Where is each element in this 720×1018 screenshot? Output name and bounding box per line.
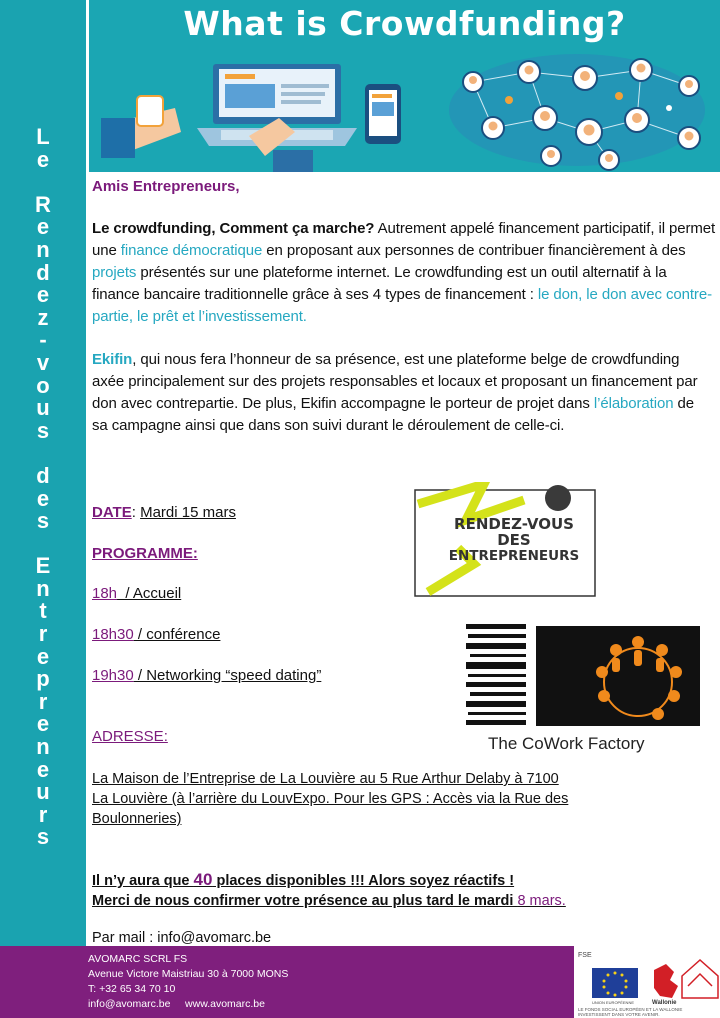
sidebar-letter: E [35, 553, 51, 579]
wallonie-label: Wallonie [652, 1000, 677, 1006]
date-value: Mardi 15 mars [140, 504, 236, 521]
intro-text-a: Autrement appelé financement participatif, il permet une [92, 220, 716, 259]
sidebar-vertical-title [0, 126, 86, 849]
fse-tagline: LE FONDS SOCIAL EUROPÉEN ET LA WALLONIE INVESTISSENT DANS VOTRE AVENIR. [578, 1007, 683, 1017]
wallonie-rooster-icon [654, 964, 678, 998]
programme-item [92, 585, 181, 602]
ekifin-text-a: , qui nous fera l’honneur de sa présence, est une plateforme belge de crowdfunding axée principalement sur des projets responsables et locaux et proposant un financement par don avec contrepartie. De plus, Ekifin accompagne le porteur de projet dans [92, 351, 698, 412]
footer-website-link[interactable]: www.avomarc.be [185, 998, 265, 1010]
header-banner [89, 0, 720, 172]
footer-email-link[interactable]: info@avomarc.be [88, 998, 171, 1010]
sidebar-letter: u [36, 779, 50, 805]
sidebar-letter: e [36, 643, 50, 669]
footer-company: AVOMARC SCRL FS [88, 953, 188, 965]
sidebar-letter: n [36, 236, 50, 262]
intro-lead: Le crowdfunding, Comment ça marche? [92, 220, 375, 237]
cowork-text: The CoWork Factory [488, 734, 645, 753]
eu-label: UNION EUROPÉENNE [592, 1000, 635, 1005]
phone-icon [365, 84, 401, 144]
programme-item [92, 626, 220, 643]
banner-title: What is Crowdfunding? [183, 4, 626, 43]
sidebar-letter: e [36, 756, 50, 782]
sidebar-letter: p [36, 666, 50, 692]
address-line: La Maison de l’Entreprise de La Louvière au 5 Rue Arthur Delaby à 7100 [92, 771, 559, 787]
sidebar-letter: o [36, 372, 50, 398]
funding-logos [574, 946, 720, 1018]
rdv-line1: RENDEZ-VOUS [454, 515, 574, 533]
capacity-notice: Il n’y aura que 40 places disponibles !!! Alors soyez réactifs ! Merci de nous confirmer votre présence au plus tard le mardi 8 mars. [92, 870, 566, 909]
sidebar-letter: e [36, 146, 50, 172]
sidebar-letter: e [36, 711, 50, 737]
ekifin-text-b: de sa campagne ainsi que dans son suivi durant le déroulement de celle-ci. [92, 395, 695, 434]
sidebar-letter: r [38, 621, 48, 647]
people-network-icon [449, 54, 705, 170]
sidebar-letter: e [36, 282, 50, 308]
footer-phone: T: +32 65 34 70 10 [88, 983, 176, 995]
ekifin-highlight: l’élaboration [593, 395, 674, 412]
sidebar-letter: s [36, 824, 50, 850]
rdv-line2: DES [497, 531, 531, 549]
sidebar-letter: r [38, 688, 48, 714]
deadline-date: 8 mars. [517, 893, 566, 909]
sidebar-letter: L [36, 124, 50, 149]
programme-time: 18h30 [92, 626, 134, 643]
sidebar-letter: r [38, 801, 48, 827]
sidebar-letter: n [36, 575, 50, 601]
address-line: Boulonneries) [92, 811, 182, 827]
programme-label-text: / conférence [133, 626, 221, 643]
sidebar-letter: - [39, 327, 47, 353]
programme-time: 18h [92, 585, 118, 602]
date-label: DATE [92, 504, 132, 521]
sidebar-letter [0, 442, 86, 465]
sidebar-letter: s [36, 508, 50, 534]
eu-flag-icon [592, 968, 638, 998]
sidebar-letter [0, 533, 86, 556]
rendez-vous-logo [414, 482, 604, 598]
contact-email-line[interactable]: Par mail : info@avomarc.be [92, 930, 272, 946]
programme-label-text: / Accueil [117, 585, 182, 602]
sidebar-letter: v [36, 349, 50, 375]
sidebar-letter: t [39, 598, 47, 624]
sidebar-letter: n [36, 734, 50, 760]
intro-text-c: présentés sur une plateforme internet. Le crowdfunding est un outil alternatif à la finance bancaire traditionnelle grâce à ses 4 types de financement : [92, 264, 667, 303]
programme-item [92, 667, 321, 684]
date-line: DATE: Mardi 15 mars [92, 504, 236, 521]
barcode-icon [466, 624, 526, 725]
sidebar-letter: u [36, 395, 50, 421]
sidebar-letter: s [36, 417, 50, 443]
sidebar-letter: z [37, 304, 49, 330]
programme-label: PROGRAMME: [92, 545, 198, 562]
places-count: 40 [193, 870, 213, 889]
sidebar-letter: d [36, 259, 50, 285]
footer-address: Avenue Victore Maistriau 30 à 7000 MONS [88, 968, 289, 980]
crowdfunding-illustration [89, 0, 720, 172]
ekifin-paragraph [92, 349, 712, 437]
programme-time: 19h30 [92, 667, 134, 684]
greeting: Amis Entrepreneurs, [92, 178, 240, 195]
rdv-line3: ENTREPRENEURS [448, 548, 580, 564]
sidebar-letter: e [36, 485, 50, 511]
cowork-factory-logo [466, 624, 700, 756]
footer-contact [88, 952, 288, 1012]
address-label: ADRESSE: [92, 728, 168, 745]
ekifin-lead: Ekifin [92, 351, 133, 368]
sidebar-letter [0, 171, 86, 194]
sidebar-letter: R [35, 191, 51, 217]
fse-label: FSE [578, 952, 592, 959]
intro-highlight-c: le don, le don avec contre-partie, le prêt et l’investissement. [92, 286, 712, 325]
intro-highlight-b: projets [92, 264, 137, 281]
programme-label-text: / Networking “speed dating” [133, 667, 322, 684]
intro-text-b: en proposant aux personnes de contribuer financièrement à des [262, 242, 686, 259]
intro-paragraph [92, 218, 716, 328]
sidebar-letter: d [36, 462, 50, 488]
intro-highlight-a: finance démocratique [120, 242, 263, 259]
address-line: La Louvière (à l’arrière du LouvExpo. Pour les GPS : Accès via la Rue des [92, 791, 569, 807]
address-text [92, 769, 568, 829]
sidebar-letter: e [36, 214, 50, 240]
